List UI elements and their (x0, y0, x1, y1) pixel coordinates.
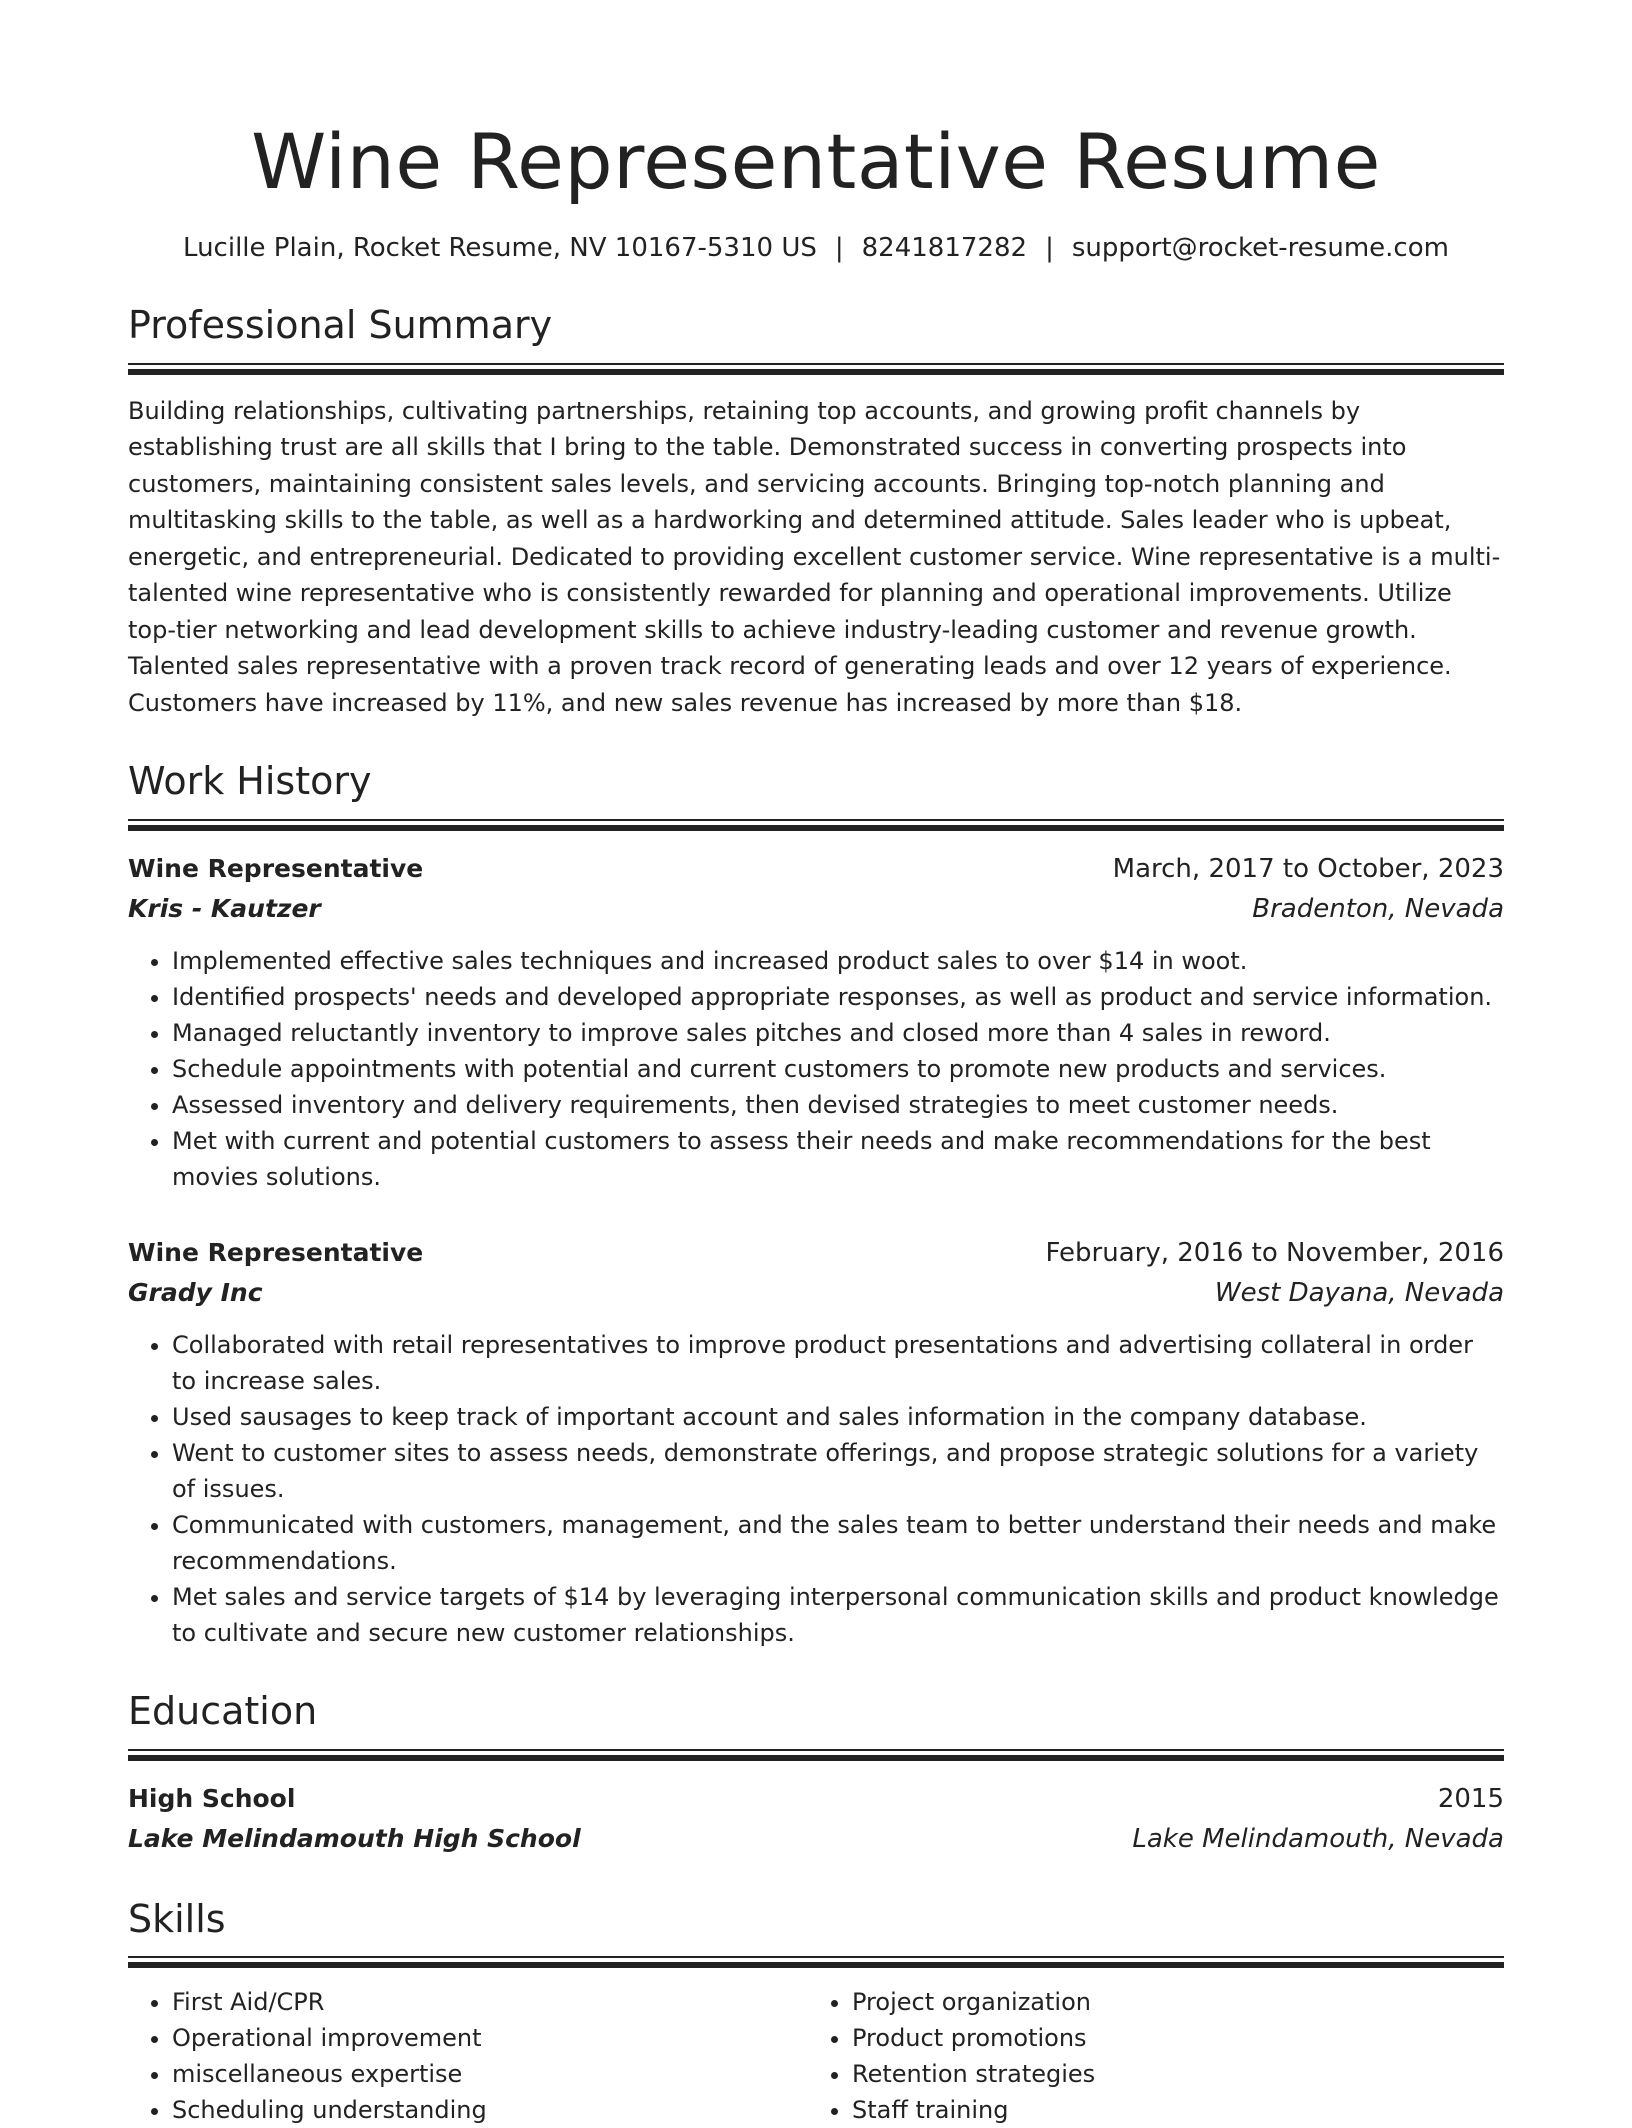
education-school-row (128, 1819, 1504, 1859)
work-history-heading: Work History (128, 759, 372, 804)
skill-item: • Scheduling understanding (172, 2092, 808, 2128)
job-bullet: • Met with current and potential customers to assess their needs and make recommendations for the best movies solutions. (172, 1123, 1504, 1195)
education-location: Lake Melindamouth, Nevada (1132, 1823, 1504, 1854)
resume-title: Wine Representative Resume (251, 117, 1381, 206)
summary-text: Building relationships, cultivating partnerships, retaining top accounts, and growing profit channels by establishing trust are all skills that I bring to the table. Demonstrated success in converting prospects into customers, maintaining consistent sales levels, and servicing accounts. Bringing top-notch planning and multitasking skills to the table, as well as a hardworking and determined attitude. Sales leader who is upbeat, energetic, and entrepreneurial. Dedicated to providing excellent customer service. Wine representative is a multi-talented wine representative who is consistently rewarded for planning and operational improvements. Utilize top-tier networking and lead development skills to achieve industry-leading customer and revenue growth. Talented sales representative with a proven track record of generating leads and over 12 years of experience. Customers have increased by 11%, and new sales revenue has increased by more than $18. (128, 396, 1501, 717)
job-dates: February, 2016 to November, 2016 (1045, 1238, 1504, 1269)
skill-item: • Operational improvement (172, 2020, 808, 2056)
section-divider (128, 1956, 1504, 1968)
job-header (128, 1233, 1504, 1273)
skills-columns (128, 1984, 1504, 2128)
job-bullet-list (128, 1327, 1504, 1651)
job-company: Grady Inc (128, 1278, 263, 1308)
job-bullet: • Managed reluctantly inventory to improve sales pitches and closed more than 4 sales in reword. (172, 1015, 1504, 1051)
education-school: Lake Melindamouth High School (128, 1823, 581, 1853)
job-location: West Dayana, Nevada (1214, 1278, 1504, 1309)
job-bullet: • Communicated with customers, management, and the sales team to better understand their needs and make recommendations. (172, 1507, 1504, 1579)
job-title: Wine Representative (128, 1238, 424, 1268)
job-entry (128, 849, 1504, 1195)
job-location: Bradenton, Nevada (1252, 894, 1504, 925)
education-heading: Education (128, 1689, 318, 1734)
section-divider (128, 819, 1504, 831)
job-employer (128, 889, 1504, 929)
section-divider (128, 1749, 1504, 1761)
skills-list-left (128, 1984, 808, 2128)
skill-item: • Staff training (852, 2092, 1488, 2128)
job-bullet: • Identified prospects' needs and developed appropriate responses, as well as product and service information. (172, 979, 1504, 1015)
job-bullet: • Schedule appointments with potential and current customers to promote new products and services. (172, 1051, 1504, 1087)
job-bullet: • Collaborated with retail representatives to improve product presentations and advertising collateral in order to increase sales. (172, 1327, 1504, 1399)
job-company: Kris - Kautzer (128, 894, 321, 924)
job-title: Wine Representative (128, 854, 424, 884)
job-bullet: • Used sausages to keep track of important account and sales information in the company database. (172, 1399, 1504, 1435)
skill-item: • Product promotions (852, 2020, 1488, 2056)
job-bullet: • Assessed inventory and delivery requirements, then devised strategies to meet customer needs. (172, 1087, 1504, 1123)
contact-phone: 8241817282 (861, 232, 1028, 263)
skill-item: • Project organization (852, 1984, 1488, 2020)
job-bullet: • Implemented effective sales techniques and increased product sales to over $14 in woot. (172, 943, 1504, 979)
education-entry (128, 1779, 1504, 1859)
education-degree: High School (128, 1783, 296, 1813)
skill-item: • Retention strategies (852, 2056, 1488, 2092)
contact-separator: | (834, 232, 844, 263)
skills-list-right (808, 1984, 1488, 2128)
education-header (128, 1779, 1504, 1819)
job-entry (128, 1233, 1504, 1651)
job-employer (128, 1273, 1504, 1313)
contact-address: Lucille Plain, Rocket Resume, NV 10167-5310 US (183, 232, 817, 263)
skills-heading: Skills (128, 1896, 226, 1941)
section-divider (128, 363, 1504, 375)
contact-separator: | (1045, 232, 1054, 263)
job-bullet: • Went to customer sites to assess needs, demonstrate offerings, and propose strategic solutions for a variety of issues. (172, 1435, 1504, 1507)
contact-line (128, 232, 1504, 266)
summary-heading: Professional Summary (128, 303, 553, 348)
job-header (128, 849, 1504, 889)
contact-email: support@rocket-resume.com (1071, 232, 1449, 263)
job-bullet: • Met sales and service targets of $14 by leveraging interpersonal communication skills and product knowledge to cultivate and secure new customer relationships. (172, 1579, 1504, 1651)
skill-item: • First Aid/CPR (172, 1984, 808, 2020)
skill-item: • miscellaneous expertise (172, 2056, 808, 2092)
education-year: 2015 (1437, 1783, 1504, 1814)
job-dates: March, 2017 to October, 2023 (1112, 854, 1504, 885)
job-bullet-list (128, 943, 1504, 1195)
